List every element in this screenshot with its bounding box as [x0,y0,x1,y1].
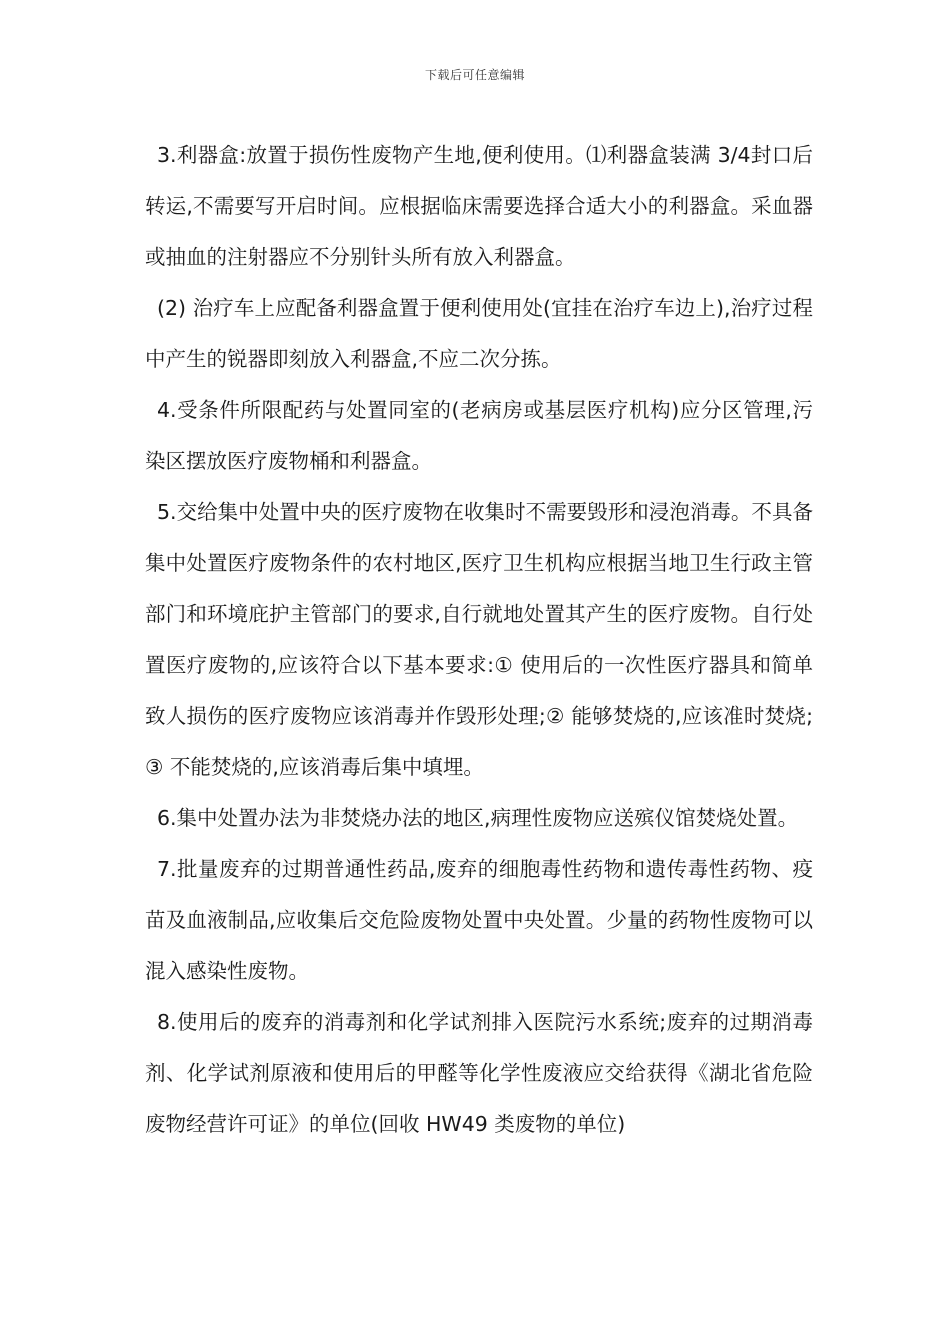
page-header: 下载后可任意编辑 [424,68,525,82]
paragraph-item-3: 3.利器盒:放置于损伤性废物产生地,便利使用。⑴利器盒装满 3/4封口后转运,不需要写开启时间。应根据临床需要选择合适大小的利器盒。采血器或抽血的注射器应不分别针头所有放入利器盒。 [145,143,813,269]
paragraph-item-4: 4.受条件所限配药与处置同室的(老病房或基层医疗机构)应分区管理,污染区摆放医疗废物桶和利器盒。 [145,398,813,473]
paragraph-item-6: 6.集中处置办法为非焚烧办法的地区,病理性废物应送殡仪馆焚烧处置。 [157,806,799,830]
paragraph-item-8: 8.使用后的废弃的消毒剂和化学试剂排入医院污水系统;废弃的过期消毒剂、化学试剂原液和使用后的甲醛等化学性废液应交给获得《湖北省危险废物经营许可证》的单位(回收 HW49 类废物的单位) [145,1010,813,1136]
document-body [145,130,813,1150]
paragraph-item-3-2: (2) 治疗车上应配备利器盒置于便利使用处(宜挂在治疗车边上),治疗过程中产生的锐器即刻放入利器盒,不应二次分拣。 [145,296,813,371]
paragraph-item-5: 5.交给集中处置中央的医疗废物在收集时不需要毁形和浸泡消毒。不具备集中处置医疗废物条件的农村地区,医疗卫生机构应根据当地卫生行政主管部门和环境庇护主管部门的要求,自行就地处置其产生的医疗废物。自行处置医疗废物的,应该符合以下基本要求:① 使用后的一次性医疗器具和简单致人损伤的医疗废物应该消毒并作毁形处理;② 能够焚烧的,应该准时焚烧;③ 不能焚烧的,应该消毒后集中填埋。 [145,500,813,779]
paragraph-item-7: 7.批量废弃的过期普通性药品,废弃的细胞毒性药物和遗传毒性药物、疫苗及血液制品,应收集后交危险废物处置中央处置。少量的药物性废物可以混入感染性废物。 [145,857,813,983]
